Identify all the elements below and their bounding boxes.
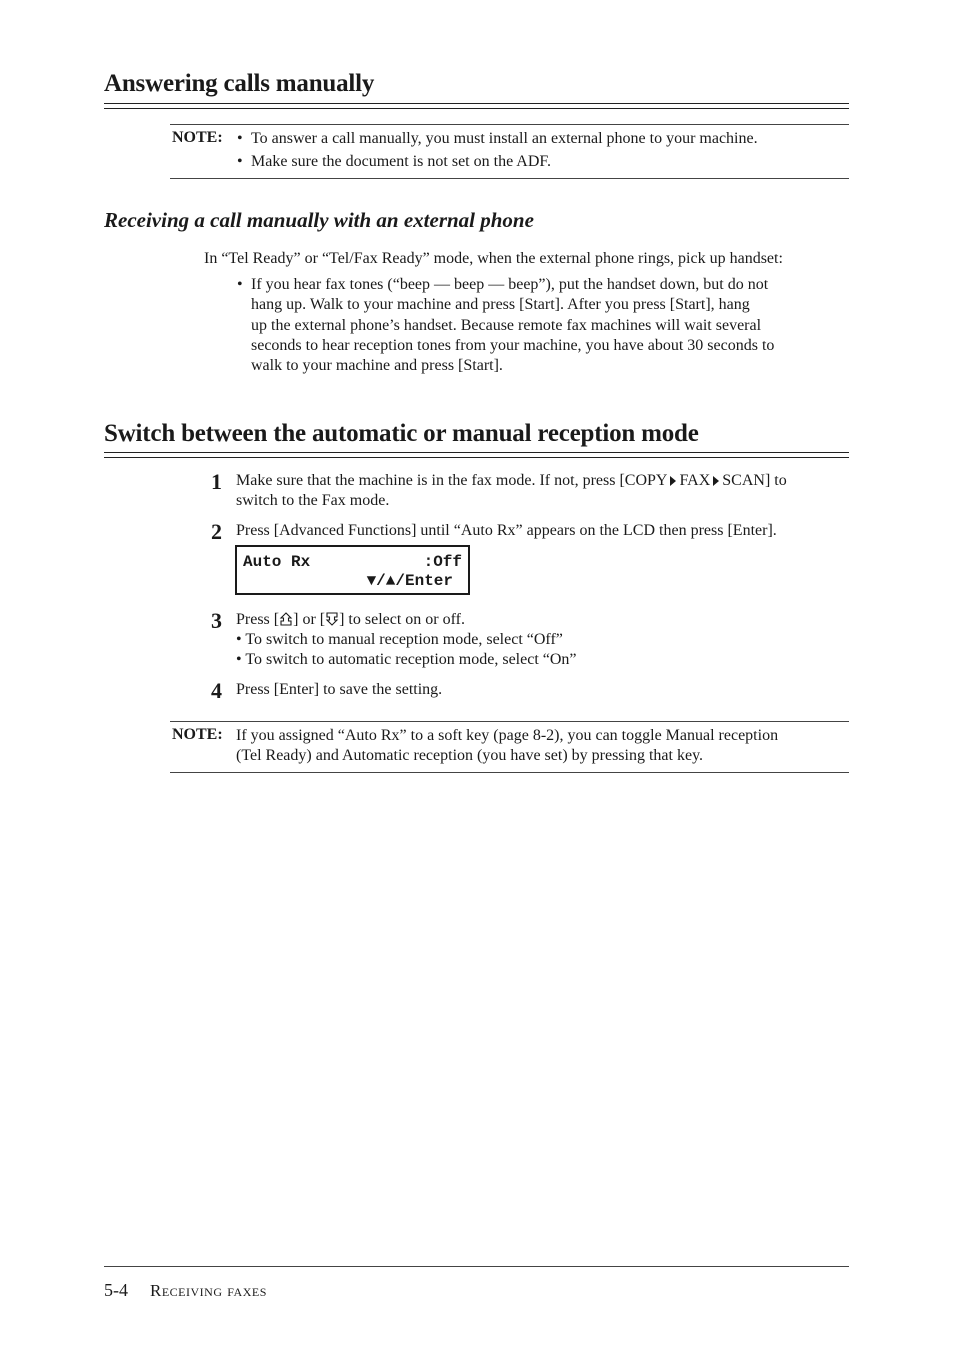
lcd-value: :Off bbox=[423, 553, 462, 571]
bullet-line: up the external phone’s handset. Because remote fax machines will wait several bbox=[251, 317, 762, 334]
note-item: Make sure the document is not set on the ADF. bbox=[251, 153, 552, 170]
subheading: Receiving a call manually with an external phone bbox=[104, 208, 534, 232]
step-4-text: Press [Enter] to save the setting. bbox=[236, 681, 443, 698]
lcd-label: Auto Rx bbox=[243, 553, 311, 571]
note-bottom-rule bbox=[170, 772, 849, 773]
section-title-answering-calls: Answering calls manually bbox=[104, 70, 375, 97]
note-text: If you assigned “Auto Rx” to a soft key (page 8-2), you can toggle Manual reception bbox=[236, 727, 779, 744]
note-bullet: • bbox=[237, 130, 243, 147]
note-text: (Tel Ready) and Automatic reception (you have set) by pressing that key. bbox=[236, 747, 704, 764]
note-top-rule bbox=[170, 721, 849, 722]
step-3-bullet: • To switch to manual reception mode, select “Off” bbox=[236, 631, 563, 648]
bullet-line: seconds to hear reception tones from your machine, you have about 30 seconds to bbox=[251, 337, 775, 354]
note-label: NOTE: bbox=[172, 129, 223, 146]
note-bullet: • bbox=[237, 153, 243, 170]
page-number: 5-4 bbox=[104, 1280, 128, 1300]
step-3-text: Press [ ] or [ ] to select on or off. bbox=[236, 611, 465, 628]
note-item: To answer a call manually, you must install an external phone to your machine. bbox=[251, 130, 758, 147]
bullet-line: walk to your machine and press [Start]. bbox=[251, 357, 503, 374]
list-bullet: • bbox=[237, 276, 243, 293]
right-triangle-icon bbox=[670, 476, 676, 486]
lcd-hint: ▼/▲/Enter bbox=[366, 572, 453, 590]
step-number: 3 bbox=[211, 608, 222, 633]
step-1-line-1: Make sure that the machine is in the fax mode. If not, press [COPY FAX SCAN] to bbox=[236, 472, 787, 489]
right-triangle-icon bbox=[713, 476, 719, 486]
footer-section: Receiving faxes bbox=[150, 1281, 267, 1300]
up-arrow-key-icon bbox=[279, 612, 293, 626]
step-number: 4 bbox=[211, 678, 222, 703]
page-footer bbox=[104, 1280, 267, 1301]
step-3-bullet: • To switch to automatic reception mode, select “On” bbox=[236, 651, 577, 668]
note-top-rule bbox=[170, 124, 849, 125]
bullet-line: If you hear fax tones (“beep — beep — beep”), put the handset down, but do not bbox=[251, 276, 769, 293]
lcd-display bbox=[235, 545, 470, 595]
note-label: NOTE: bbox=[172, 726, 223, 743]
footer-rule bbox=[104, 1266, 849, 1267]
note-bottom-rule bbox=[170, 178, 849, 179]
step-number: 2 bbox=[211, 519, 222, 544]
step-2-text: Press [Advanced Functions] until “Auto Rx” appears on the LCD then press [Enter]. bbox=[236, 522, 777, 539]
step-number: 1 bbox=[211, 469, 222, 494]
step-1-line-2: switch to the Fax mode. bbox=[236, 492, 390, 509]
title-rule bbox=[104, 103, 849, 109]
down-arrow-key-icon bbox=[325, 612, 339, 626]
bullet-line: hang up. Walk to your machine and press [Start]. After you press [Start], hang bbox=[251, 296, 750, 313]
intro-paragraph: In “Tel Ready” or “Tel/Fax Ready” mode, when the external phone rings, pick up handset: bbox=[204, 250, 783, 267]
title-rule bbox=[104, 452, 849, 458]
section-title-switch-mode: Switch between the automatic or manual reception mode bbox=[104, 420, 699, 447]
